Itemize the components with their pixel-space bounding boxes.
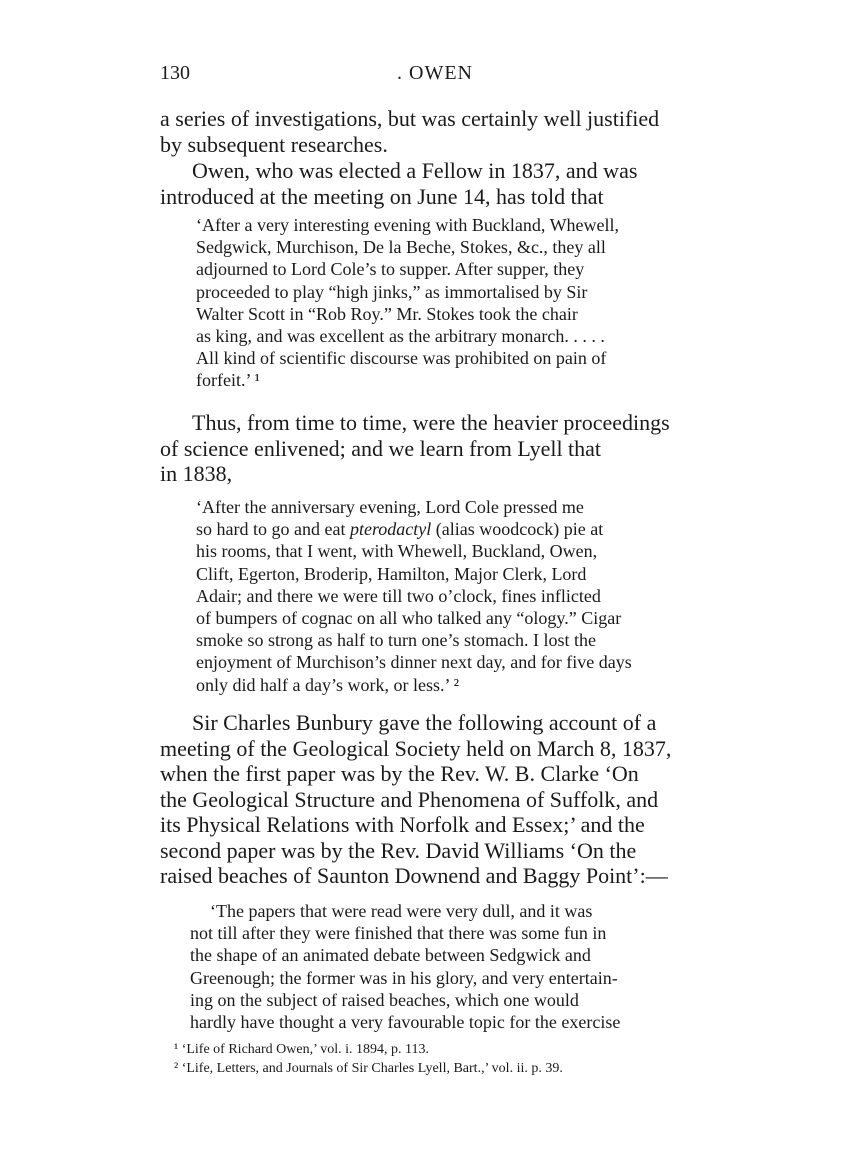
quote-line: Sedgwick, Murchison, De la Beche, Stokes, &c., they all — [196, 237, 606, 258]
block-quote-high-jinks — [196, 214, 698, 392]
quote-line: ‘The papers that were read were very dull, and it was — [210, 901, 593, 921]
quote-line: All kind of scientific discourse was prohibited on pain of — [196, 348, 607, 369]
quote-line: his rooms, that I went, with Whewell, Buckland, Owen, — [196, 541, 598, 562]
quote-line: ‘After the anniversary evening, Lord Cole pressed me — [196, 497, 584, 517]
text-line: the Geological Structure and Phenomena of Suffolk, and — [160, 786, 659, 812]
quote-line: proceeded to play “high jinks,” as immortalised by Sir — [196, 281, 588, 302]
quote-line: Walter Scott in “Rob Roy.” Mr. Stokes took the chair — [196, 303, 578, 324]
text-line: a series of investigations, but was certainly well justified — [160, 106, 660, 131]
quote-line: as king, and was excellent as the arbitrary monarch. . . . . — [196, 326, 605, 347]
quote-line: the shape of an animated debate between Sedgwick and — [190, 945, 591, 966]
quote-line: Greenough; the former was in his glory, and very entertain- — [190, 967, 618, 988]
quote-line: smoke so strong as half to turn one’s stomach. I lost the — [196, 630, 596, 651]
quote-line: not till after they were finished that there was some fun in — [190, 923, 607, 944]
paragraph-continuation — [160, 106, 700, 157]
paragraph-owen — [160, 158, 700, 209]
text-line: Sir Charles Bunbury gave the following account of a — [192, 710, 657, 735]
text-line: introduced at the meeting on June 14, has told that — [160, 183, 604, 209]
page-number: 130 — [160, 62, 190, 84]
quote-line: ing on the subject of raised beaches, which one would — [190, 989, 579, 1010]
text-line: raised beaches of Saunton Downend and Baggy Point’:— — [160, 863, 668, 888]
block-quote-geological-society — [190, 900, 698, 1033]
text-line: Owen, who was elected a Fellow in 1837, and was — [192, 158, 638, 183]
quote-line: only did half a day’s work, or less.’ ² — [196, 674, 460, 695]
quote-line: hardly have thought a very favourable topic for the exercise — [190, 1012, 621, 1033]
text-line: when the first paper was by the Rev. W. B. Clarke ‘On — [160, 761, 639, 786]
paragraph-bunbury — [160, 710, 700, 889]
text-line: Thus, from time to time, were the heavier proceedings — [192, 410, 670, 435]
paragraph-lyell — [160, 410, 700, 487]
italic-word: pterodactyl — [349, 519, 432, 540]
quote-line: adjourned to Lord Cole’s to supper. After supper, they — [196, 259, 585, 280]
quote-text-segment: so hard to go and eat — [196, 519, 350, 540]
quote-line: enjoyment of Murchison’s dinner next day, and for five days — [196, 652, 632, 673]
text-line: of science enlivened; and we learn from Lyell that — [160, 435, 602, 461]
quote-line: Clift, Egerton, Broderip, Hamilton, Major Clerk, Lord — [196, 563, 587, 584]
quote-text-segment: (alias woodcock) pie at — [431, 519, 604, 540]
quote-line: Adair; and there we were till two o’clock, fines inflicted — [196, 585, 601, 606]
footnote-2: ² ‘Life, Letters, and Journals of Sir Charles Lyell, Bart.,’ vol. ii. p. 39. — [174, 1061, 563, 1076]
text-line: second paper was by the Rev. David Williams ‘On the — [160, 837, 637, 863]
text-line: in 1838, — [160, 461, 233, 486]
text-line: meeting of the Geological Society held on March 8, 1837, — [160, 735, 672, 761]
running-head: . OWEN — [397, 62, 473, 84]
quote-line: of bumpers of cognac on all who talked any “ology.” Cigar — [196, 608, 622, 629]
block-quote-pterodactyl — [196, 496, 698, 696]
quote-line — [196, 518, 698, 540]
text-line: its Physical Relations with Norfolk and Essex;’ and the — [160, 812, 645, 837]
page-header — [160, 62, 700, 90]
footnote-1: ¹ ‘Life of Richard Owen,’ vol. i. 1894, p. 113. — [174, 1042, 429, 1057]
text-line: by subsequent researches. — [160, 131, 388, 157]
quote-line: forfeit.’ ¹ — [196, 370, 261, 391]
quote-line: ‘After a very interesting evening with Buckland, Whewell, — [196, 215, 620, 235]
